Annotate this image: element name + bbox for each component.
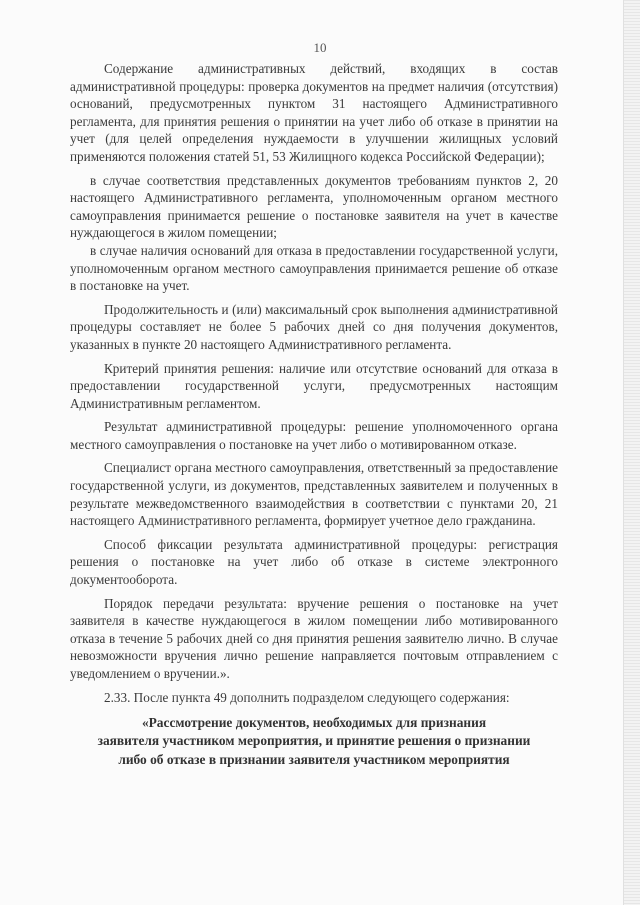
paragraph-case-refusal: в случае наличия оснований для отказа в предоставлении государственной услуги, уполномоченным органом местного самоуправления принимается решение об отказе в постановке на учет. <box>70 242 558 294</box>
heading-line-2: заявителя участником мероприятия, и принятие решения о признании <box>97 733 531 749</box>
subsection-heading <box>70 714 558 769</box>
paragraph-admin-actions: Содержание административных действий, входящих в состав административной процедуры: проверка документов на предмет наличия (отсутствия) оснований, предусмотренных пунктом 31 настоящего Административного регламента, для принятия решения о принятии на учет либо об отказе в принятии на учет (для целей определения нуждаемости в улучшении жилищных условий применяются положения статей 51, 53 Жилищного кодекса Российской Федерации); <box>70 61 558 164</box>
paragraph-duration: Продолжительность и (или) максимальный срок выполнения административной процедуры составляет не более 5 рабочих дней со дня получения документов, указанных в пункте 20 настоящего Административного регламента. <box>70 301 558 352</box>
paragraph-transfer-order: Порядок передачи результата: вручение решения о постановке на учет заявителя в качестве нуждающегося в жилом помещении либо мотивированного отказа в течение 5 рабочих дней со дня принятия решения заявителю лично. В случае невозможности вручения лично решение направляется почтовым отправлением с уведомлением о вручении.». <box>70 595 558 681</box>
paragraph-case-compliance: в случае соответствия представленных документов требованиям пунктов 2, 20 настоящего Административного регламента, уполномоченным органом местного самоуправления принимается решение о постановке заявителя на учет в качестве нуждающегося в жилом помещении; <box>70 172 558 241</box>
paragraph-amendment: 2.33. После пункта 49 дополнить подразделом следующего содержания: <box>104 689 510 705</box>
heading-line-1: «Рассмотрение документов, необходимых для признания <box>141 715 487 731</box>
page-number: 10 <box>313 40 327 55</box>
paragraph-decision-criterion: Критерий принятия решения: наличие или отсутствие оснований для отказа в предоставлении государственной услуги, предусмотренных настоящим Административным регламентом. <box>70 360 558 411</box>
heading-line-3: либо об отказе в признании заявителя участником мероприятия <box>118 751 510 767</box>
paragraph-procedure-result: Результат административной процедуры: решение уполномоченного органа местного самоуправления о постановке на учет либо о мотивированном отказе. <box>70 419 558 452</box>
paragraph-specialist: Специалист органа местного самоуправления, ответственный за предоставление государственной услуги, из документов, представленных заявителем и полученных в результате межведомственного взаимодействия в соответствии с пунктами 20, 21 настоящего Административного регламента, формирует учетное дело гражданина. <box>70 460 558 529</box>
paragraph-fixation-method: Способ фиксации результата административной процедуры: регистрация решения о постановке на учет либо об отказе в системе электронного документооборота. <box>70 536 558 588</box>
document-body <box>70 60 558 769</box>
scan-edge-strip <box>623 0 640 905</box>
